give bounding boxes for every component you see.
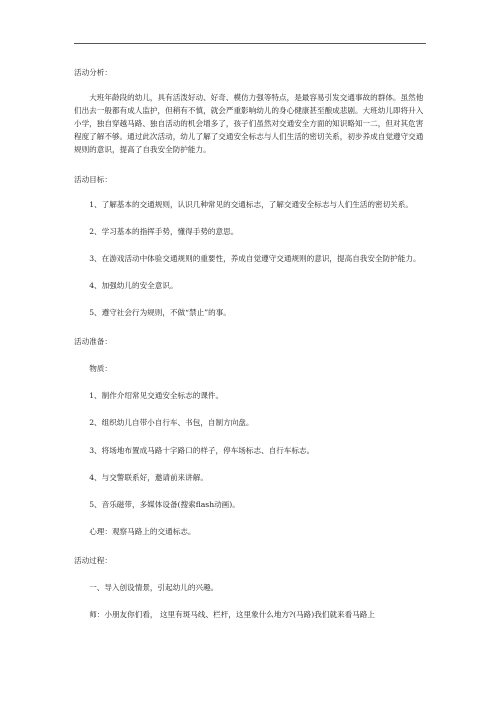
goal-item-4: 4、加强幼儿的安全意识。 — [89, 280, 178, 290]
analysis-paragraph: 大班年龄段的幼儿，具有活泼好动、好奇、模仿力强等特点，是最容易引发交通事故的群体。虽然他们出去一般都有成人监护，但稍有不慎，就会严重影响幼儿的身心健康甚至酿成悲剧。大班幼儿即将升入小学，独自穿越马路、独自活动的机会增多了，孩子们虽然对交通安全方面的知识略知一二，但对其危害程度了解不够。通过此次活动，幼儿了解了交通安全标志与人们生活的密切关系，初步养成自觉遵守交通规则的意识，提高了自我安全防护能力。 — [74, 93, 424, 155]
header-rule — [74, 43, 426, 44]
analysis-heading: 活动分析： — [74, 68, 112, 77]
preparation-material-label: 物质： — [89, 364, 112, 374]
goal-item-2: 2、学习基本的指挥手势，懂得手势的意思。 — [89, 226, 239, 236]
goal-item-5: 5、遵守社会行为规则，不做“禁止”的事。 — [89, 308, 231, 318]
process-step-1: 一、导入创设情景，引起幼儿的兴趣。 — [89, 582, 219, 592]
process-heading: 活动过程： — [74, 555, 112, 565]
goal-item-3: 3、在游戏活动中体验交通规则的重要性，养成自觉遵守交通规则的意识，提高自我安全防护能力。 — [89, 253, 421, 263]
preparation-item-5: 5、音乐磁带，多媒体设备(搜索flash动画)。 — [89, 499, 240, 509]
preparation-item-4: 4、与交警联系好，邀请前来讲解。 — [89, 472, 208, 482]
process-teacher-line: 师：小朋友你们看， 这里有斑马线、栏杆，这里象什么地方?(马路)我们就来看马路上 — [89, 610, 375, 620]
preparation-item-3: 3、将场地布置成马路十字路口的样子，停车场标志、自行车标志。 — [89, 445, 315, 455]
preparation-item-1: 1、制作介绍常见交通安全标志的课件。 — [89, 391, 224, 401]
document-body — [74, 66, 426, 621]
preparation-item-2: 2、组织幼儿自带小自行车、书包，自制方向盘。 — [89, 418, 254, 428]
preparation-heading: 活动准备： — [74, 337, 112, 347]
preparation-psychology: 心理：观察马路上的交通标志。 — [89, 526, 196, 536]
goals-heading: 活动目标： — [74, 174, 112, 184]
goal-item-1: 1、了解基本的交通规则，认识几种常见的交通标志，了解交通安全标志与人们生活的密切关系。 — [89, 199, 413, 209]
